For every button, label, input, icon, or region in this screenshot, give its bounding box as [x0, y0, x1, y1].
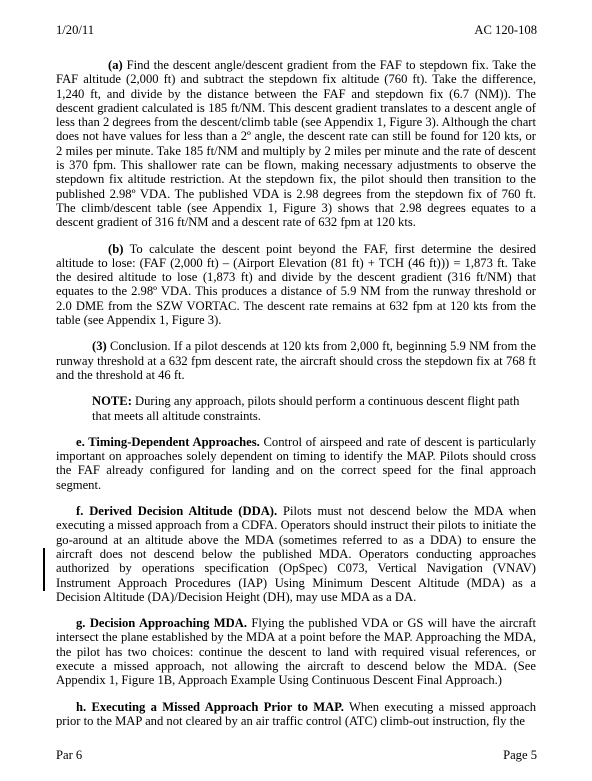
note-text: During any approach, pilots should perform a continuous descent flight path that meets all altitude constraints. [92, 394, 520, 423]
paragraph-e [56, 435, 536, 492]
header-date: 1/20/11 [56, 23, 95, 37]
paragraph-g [56, 616, 536, 687]
paragraph-conclusion-text: Conclusion. If a pilot descends at 120 kts from 2,000 ft, beginning 5.9 NM from the runway threshold at a 632 fpm descent rate, the aircraft should cross the stepdown fix at 768 ft and the threshold at 46 ft. [56, 339, 536, 382]
paragraph-f-text: Pilots must not descend below the MDA when executing a missed approach from a CDFA. Operators should instruct their pilots to initiate the go-around at an altitude above the MDA (sometimes referred to as a DDA) to ensure the aircraft does not descend below the published MDA. Operators conducting approaches authorized by operations specification (OpSpec) C073, Vertical Navigation (VNAV) Instrument Approach Procedures (IAP) Using Minimum Descent Altitude (MDA) as a Decision Altitude (DA)/Decision Height (DH), may use MDA as a DA. [56, 504, 537, 604]
note-block [92, 394, 536, 423]
paragraph-f-label: f. Derived Decision Altitude (DDA). [76, 504, 278, 519]
paragraph-e-label: e. Timing-Dependent Approaches. [76, 434, 260, 449]
paragraph-g-text: Flying the published VDA or GS will have the aircraft intersect the plane established by the MDA at a point before the MAP. Approaching the MDA, the pilot has two choices: continue the descent to land with required visual references, or execute a missed approach, not allowing the aircraft to descend below the MDA. (See Appendix 1, Figure 1B, Approach Example Using Continuous Descent Final Approach.) [56, 616, 536, 688]
note-label: NOTE: [92, 394, 132, 409]
document-body [56, 58, 536, 740]
paragraph-h [56, 700, 536, 729]
footer-paragraph-ref: Par 6 [56, 748, 83, 762]
paragraph-h-label: h. Executing a Missed Approach Prior to MAP. [76, 699, 344, 714]
footer-page-number: Page 5 [503, 748, 537, 762]
paragraph-a-text: Find the descent angle/descent gradient from the FAF to stepdown fix. Take the FAF altitude (2,000 ft) and subtract the stepdown fix altitude (760 ft). Take the difference, 1,240 ft, and divide by the distance between the FAF and stepdown fix (6.7 (NM)). The descent gradient calculated is 185 ft/NM. This descent gradient translates to a descent angle of less than 2 degrees from the descent/climb table (see Appendix 1, Figure 3). Although the chart does not have values for less than a 2º angle, the descent rate can still be found for 120 kts, or 2 miles per minute. Take 185 ft/NM and multiply by 2 miles per minute and the rate of descent is 370 fpm. This shallower rate can be flown, making necessary adjustments to observe the stepdown fix altitude restriction. At the stepdown fix, the pilot should then transition to the published 2.98º VDA. The published VDA is 2.98 degrees from the stepdown fix of 760 ft. The climb/descent table (see Appendix 1, Figure 3) shows that 2.98 degrees equates to a descent gradient of 316 ft/NM and a descent rate of 632 fpm at 120 kts. [56, 58, 536, 230]
paragraph-a-label: (a) [108, 58, 123, 72]
header-doc-number: AC 120-108 [474, 23, 537, 37]
paragraph-b [56, 242, 536, 328]
paragraph-g-label: g. Decision Approaching MDA. [76, 616, 248, 631]
paragraph-b-label: (b) [108, 241, 124, 256]
paragraph-e-text: Control of airspeed and rate of descent is particularly important on approaches solely dependent on timing to identify the MAP. Pilots should cross the FAF already configured for landing and on the correct speed for the final approach segment. [56, 434, 536, 492]
paragraph-conclusion [56, 339, 536, 382]
paragraph-b-text: To calculate the descent point beyond the FAF, first determine the desired altitude to lose: (FAF (2,000 ft) – (Airport Elevation (81 ft) + TCH (46 ft))) = 1,873 ft. Take the desired altitude to lose (1,873 ft) and divide by the descent gradient (316 ft/NM) that equates to the 2.98º VDA. This produces a distance of 5.9 NM from the runway threshold or 2.0 DME from the SZW VORTAC. The descent rate remains at 632 fpm at 120 kts from the table (see Appendix 1, Figure 3). [56, 241, 536, 328]
paragraph-a [56, 58, 536, 230]
paragraph-f [56, 504, 536, 604]
paragraph-conclusion-label: (3) [92, 339, 107, 354]
revision-change-bar [43, 548, 45, 591]
paragraph-h-text: When executing a missed approach prior to the MAP and not cleared by an air traffic control (ATC) climb-out instruction, fly the [56, 699, 536, 728]
